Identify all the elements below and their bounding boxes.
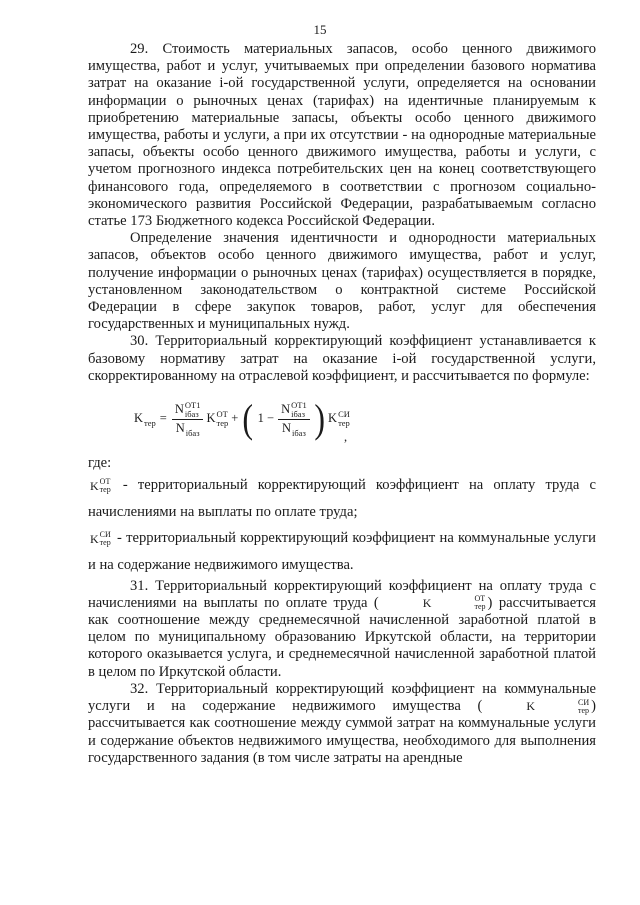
- formula-fraction-2: N ОТ1 iбаз N iбаз: [278, 401, 310, 438]
- formula-plus: +: [231, 411, 239, 426]
- paragraph-29: 29. Стоимость материальных запасов, особо ценного движимого имущества, работ и услуг, учитываемых при определении базового норматива затрат на оказание i-ой государственной услуги, определяется на основании информации о рыночных ценах (тарифах) на идентичные планируемым к приобретению материальные запасы, объекты особо ценного движимого имущества, работы и услуги, а при их отсутствии - на однородные материальные запасы, объекты особо ценного движимого имущества, работы и услуги, с учетом прогнозного индекса потребительских цен на конец соответствующего финансового года, определяемого в соответствии с прогнозом социально-экономического развития Российской Федерации, разрабатываемым согласно статье 173 Бюджетного кодекса Российской Федерации.: [88, 41, 596, 230]
- k-ter-ot-inline: K ОТ тер: [422, 594, 486, 612]
- formula-right-paren: ): [314, 396, 325, 442]
- paragraph-32: 32. Территориальный корректирующий коэффициент на коммунальные услуги и на содержание недвижимого имущества ( K СИ тер ) рассчитывается как соотношение между суммой затрат на коммунальные услуги и содержание объектов недвижимого имущества, необходимого для выполнения государственного задания (в том числе затраты на арендные: [88, 680, 596, 766]
- territorial-coefficient-formula: [133, 396, 351, 442]
- document-body: [88, 41, 596, 767]
- definition-k-ot-text: - территориальный корректирующий коэффициент на оплату труда с начислениями на выплаты по оплате труда;: [88, 477, 597, 520]
- formula-k-ter-si: K СИ тер: [328, 409, 350, 429]
- definition-k-si: [88, 525, 596, 578]
- where-label: где:: [88, 455, 112, 472]
- formula-k-ter: K тер: [134, 411, 156, 429]
- definition-k-si-text: - территориальный корректирующий коэффициент на коммунальные услуги и на содержание недвижимого имущества.: [88, 529, 596, 573]
- formula-left-paren: (: [242, 396, 254, 442]
- paragraph-30: 30. Территориальный корректирующий коэффициент устанавливается к базовому нормативу затрат на оказание i-ой государственной услуги, скорректированному на отраслевой коэффициент, и рассчитывается по формуле:: [88, 333, 596, 384]
- formula-k-ter-ot: K ОТ тер: [206, 409, 229, 429]
- formula-one-minus: 1 −: [257, 411, 275, 426]
- formula-block: [88, 385, 596, 455]
- page-number: 15: [313, 22, 327, 37]
- formula-equals: =: [159, 411, 167, 426]
- k-ter-ot-symbol: K ОТ тер: [90, 476, 111, 494]
- k-ter-si-inline: K СИ тер: [526, 697, 590, 715]
- paragraph-31: 31. Территориальный корректирующий коэффициент на оплату труда с начислениями на выплаты по оплате труда ( K ОТ тер ) рассчитывается как соотношение между среднемесячной начисленной заработной платой в целом по муниципальному образованию Иркутской области, на территории которого оказывается услуга, и среднемесячной начисленной заработной платой в целом по Иркутской области.: [88, 577, 596, 680]
- paragraph-29-identity: Определение значения идентичности и однородности материальных запасов, объектов особо ценного движимого имущества, работ и услуг, получение информации о рыночных ценах (тарифах) осуществляется в порядке, установленном законодательством о контрактной системе Российской Федерации в сфере закупок товаров, работ, услуг для обеспечения государственных и муниципальных нужд.: [88, 230, 596, 333]
- k-ter-si-symbol: K СИ тер: [90, 529, 111, 547]
- formula-fraction-1: N ОТ1 iбаз N iбаз: [172, 401, 204, 438]
- definition-k-ot: [88, 472, 596, 525]
- formula-comma: ,: [344, 430, 348, 445]
